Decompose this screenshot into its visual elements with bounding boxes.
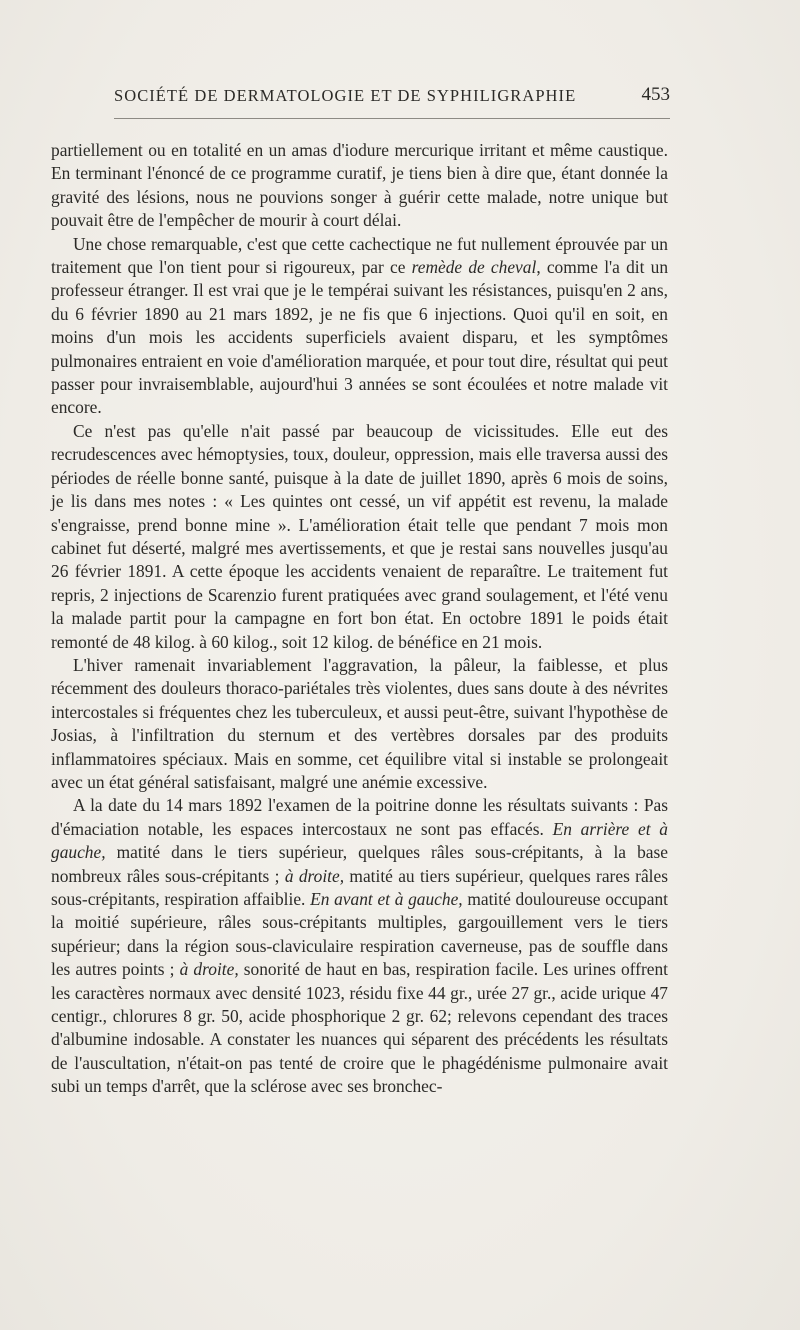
body-text [51,139,668,1099]
paragraph-text: Ce n'est pas qu'elle n'ait passé par beaucoup de vicissitudes. Elle eut des recrudescences avec hémoptysies, toux, douleur, oppression, mais elle traversa aussi des périodes de réelle bonne santé, puisque à la date de juillet 1890, après 6 mois de soins, je lis dans mes notes : « Les quintes ont cessé, un vif appétit est revenu, la malade s'engraisse, prend bonne mine ». L'amélioration était telle que pendant 7 mois mon cabinet fut déserté, malgré mes avertissements, et que je restai sans nouvelles jusqu'au 26 février 1891. A cette époque les accidents venaient de reparaître. Le traitement fut repris, 2 injections de Scarenzio furent pratiquées avec grand soulagement, et l'été venu la malade partit pour la campagne en fort bon état. En octobre 1891 le poids était remonté de 48 kilog. à 60 kilog., soit 12 kilog. de bénéfice en 21 mois. [51,420,668,652]
paragraph-2 [51,233,668,420]
page-number: 453 [641,84,670,105]
italic-phrase: remède de cheval [411,257,537,278]
running-head [114,84,670,108]
paragraph-4 [51,654,668,794]
paragraph-text: , comme l'a dit un professeur étranger. Il est vrai que je le tempérai suivant les résistances, puisqu'en 2 ans, du 6 février 1890 au 21 mars 1892, je ne fis que 6 injections. Quoi qu'il en soit, en moins d'un mois les accidents superficiels avaient disparu, et les symptômes pulmonaires entraient en voie d'amélioration marquée, et pour tout dire, résultat qui peut passer pour invraisemblable, aujourd'hui 3 années se sont écoulées et notre malade vit encore. [51,257,669,418]
paragraph-text: Une chose remarquable, c'est que cette cachectique ne fut nullement éprouvée par un traitement que l'on tient pour si rigoureux, par ce [51,233,668,278]
paragraph-text: partiellement ou en totalité en un amas d'iodure mercurique irritant et même caustique. En terminant l'énoncé de ce programme curatif, je tiens bien à dire que, étant donnée la gravité des lésions, nous ne pouvions songer à guérir cette malade, notre unique but pouvait être de l'empêcher de mourir à court délai. [51,140,668,231]
paragraph-text: A la date du 14 mars 1892 l'examen de la poitrine donne les résultats suivants : Pas d'émaciation notable, les espaces intercostaux ne sont pas effacés. [51,795,668,839]
paragraph-text: matité douloureuse occupant la moitié supérieure, râles sous-crépitants multiples, gargouillement vers le tiers supérieur; dans la région sous-claviculaire respiration caverneuse, pas de souffle dans les autres points ; [51,889,668,980]
paragraph-5 [51,794,668,1098]
italic-phrase: En avant et à gauche, [310,889,463,909]
italic-phrase: En arrière et à gauche, [51,818,669,863]
paragraph-3 [51,420,668,654]
italic-phrase: à droite, [179,959,239,980]
paragraph-text: matité dans le tiers supérieur, quelques râles sous-crépitants, à la base nombreux râles sous-crépitants ; [51,842,668,886]
header-rule [114,118,670,119]
paragraph-1 [51,139,668,233]
paragraph-text: matité au tiers supérieur, quelques rares râles sous-crépitants, respiration affaiblie. [51,865,668,909]
running-head-title: SOCIÉTÉ DE DERMATOLOGIE ET DE SYPHILIGRAPHIE [114,86,577,105]
paragraph-text: sonorité de haut en bas, respiration facile. Les urines offrent les caractères normaux avec densité 1023, résidu fixe 44 gr., urée 27 gr., acide urique 47 centigr., chlorures 8 gr. 50, acide phosphorique 2 gr. 62; relevons cependant des traces d'albumine indosable. A constater les nuances qui séparent des précédents les résultats de l'auscultation, n'était-on pas tenté de croire que le phagédénisme pulmonaire avait subi un temps d'arrêt, que la sclérose avec ses bronchec- [51,959,668,1097]
italic-phrase: à droite, [284,865,345,886]
paragraph-text: L'hiver ramenait invariablement l'aggravation, la pâleur, la faiblesse, et plus récemment des douleurs thoraco-pariétales très violentes, dues sans doute à des névrites intercostales si fréquentes chez les tuberculeux, et aussi peut-être, suivant l'hypothèse de Josias, à l'infiltration du sternum et des vertèbres dorsales par des produits inflammatoires spéciaux. Mais en somme, cet équilibre vital si instable se prolongeait avec un état général satisfaisant, malgré une anémie excessive. [51,654,668,792]
